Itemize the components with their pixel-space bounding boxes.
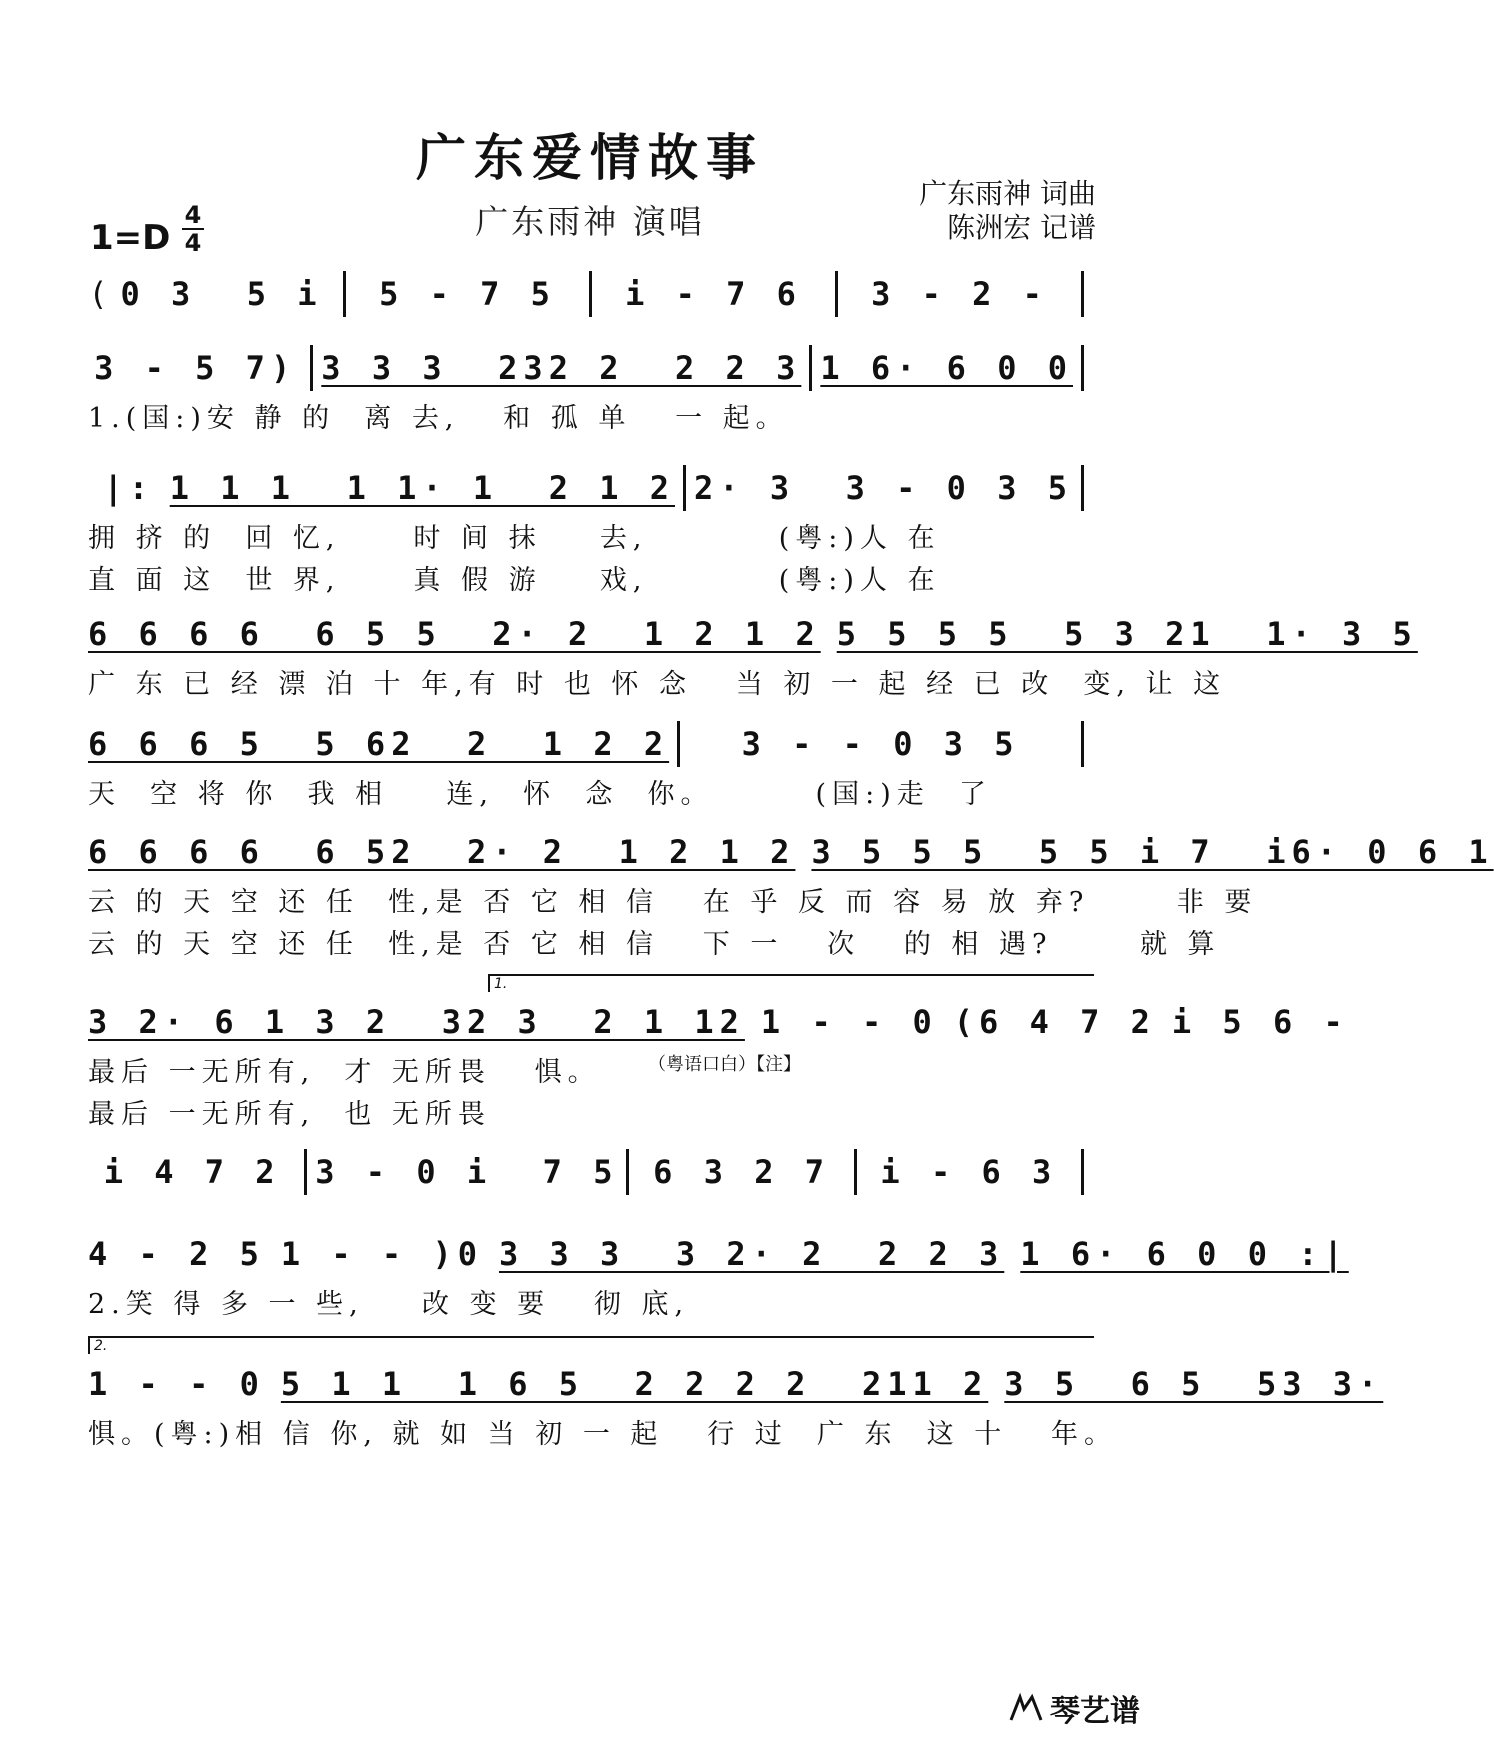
notes-row <box>88 272 1092 316</box>
key-signature: 1=D <box>90 218 171 258</box>
score-system-5 <box>88 722 1092 812</box>
score-system-4 <box>88 612 1418 702</box>
note-group: 3 - - 0 3 5 <box>741 725 1020 763</box>
lyric-line: 云 的 天 空 还 任 性,是 否 它 相 信 下 一 次 的 相 遇? 就 算 <box>88 929 1221 960</box>
score-system-8 <box>88 1150 1092 1194</box>
note-group: (6 4 7 2 <box>953 1003 1156 1041</box>
note-group: i 5 6 - <box>1171 1003 1349 1041</box>
note-group: 3 5 5 5 5 5 i 7 i6· 0 6 1 <box>811 833 1494 871</box>
lyric-line: 直 面 这 世 界, 真 假 游 戏, (粤:)人 在 <box>88 565 941 596</box>
barline <box>589 271 592 317</box>
barline <box>304 1149 307 1195</box>
time-signature <box>182 203 204 255</box>
lyric-line: 2.笑 得 多 一 些, 改 变 要 彻 底, <box>88 1289 690 1320</box>
note-group: |: <box>103 469 155 507</box>
barline <box>683 465 686 511</box>
notes-row <box>88 1362 1384 1406</box>
time-signature-bottom: 4 <box>184 229 202 257</box>
note-group: 0 3 5 i <box>120 275 323 313</box>
score-system-1 <box>88 272 1092 316</box>
note-group: 6 6 6 6 6 52 2· 2 1 2 1 2 <box>88 833 796 871</box>
score-system-10 <box>88 1338 1384 1452</box>
note-group: 3 - 5 7) <box>94 349 297 387</box>
credit-composer: 广东雨神 词曲 <box>919 177 1096 210</box>
barline <box>1081 465 1084 511</box>
barline <box>626 1149 629 1195</box>
note-group: 1 - - 0 <box>88 1365 265 1403</box>
note-group: 1 6· 6 0 0 <box>820 349 1073 387</box>
barline <box>310 345 313 391</box>
note-group: 1 - - 0 <box>760 1003 938 1041</box>
barline <box>343 271 346 317</box>
lyric-line: 最后 一无所有, 也 无所畏 <box>88 1099 491 1130</box>
notes-row <box>88 830 1494 874</box>
note-group: 5 1 1 1 6 5 2 2 2 2 211 2 <box>280 1365 989 1403</box>
singer-line: 广东雨神 演唱 <box>475 202 705 241</box>
note-group: 3 5 6 5 53 3· <box>1004 1365 1384 1403</box>
lyric-line: 1.(国:)安 静 的 离 去, 和 孤 单 一 起。 <box>88 403 789 434</box>
note-group: i - 6 3 <box>880 1153 1058 1191</box>
site-logo <box>1008 1686 1140 1730</box>
note-group: 1 6· 6 0 0 :| <box>1020 1235 1349 1273</box>
note-group: 1 1 1 1 1· 1 2 1 2 <box>169 469 676 507</box>
lyric-line: 惧。(粤:)相 信 你, 就 如 当 初 一 起 行 过 广 东 这 十 年。 <box>88 1419 1117 1450</box>
barline <box>677 721 680 767</box>
notes-row <box>88 1000 1349 1044</box>
note-group: i - 7 6 <box>625 275 802 313</box>
score-system-3 <box>88 466 1092 598</box>
intro-paren: ( <box>88 275 108 313</box>
lyric-line: 拥 挤 的 回 忆, 时 间 抹 去, (粤:)人 在 <box>88 523 941 554</box>
score-system-7 <box>88 976 1349 1132</box>
note-group: 3 3 3 232 2 2 2 3 <box>321 349 802 387</box>
note-group: 3 - 0 i 7 5 <box>315 1153 619 1191</box>
score-system-2 <box>88 346 1092 436</box>
notes-row <box>88 1232 1349 1276</box>
logo-text: 琴艺谱 <box>1050 1694 1140 1729</box>
logo-icon <box>1008 1693 1044 1723</box>
notes-row <box>88 722 1092 766</box>
note-group: 5 5 5 5 5 3 21 1· 3 5 <box>836 615 1418 653</box>
barline <box>835 271 838 317</box>
lyric-line: 最后 一无所有, 才 无所畏 惧。 <box>88 1057 601 1088</box>
notes-row <box>88 466 1092 510</box>
volta-bracket: 1. <box>488 974 1094 992</box>
note-group: 2· 3 3 - 0 3 5 <box>694 469 1073 507</box>
barline <box>1081 1149 1084 1195</box>
lyric-line: 云 的 天 空 还 任 性,是 否 它 相 信 在 乎 反 而 容 易 放 弃? 非 要 <box>88 887 1258 918</box>
spoken-note: （粤语口白）【注】 <box>648 1054 801 1075</box>
barline <box>1081 721 1084 767</box>
song-title: 广东爱情故事 <box>416 128 764 187</box>
note-group: 5 - 7 5 <box>379 275 556 313</box>
credit-transcriber: 陈洲宏 记谱 <box>947 211 1096 244</box>
barline <box>854 1149 857 1195</box>
note-group: 3 2· 6 1 3 2 32 3 2 1 12 <box>88 1003 745 1041</box>
time-signature-top: 4 <box>184 201 202 229</box>
note-group: 6 3 2 7 <box>653 1153 831 1191</box>
notes-row <box>88 346 1092 390</box>
score-system-6 <box>88 830 1494 962</box>
barline <box>1081 271 1084 317</box>
score-system-9 <box>88 1232 1349 1322</box>
notes-row <box>88 1150 1092 1194</box>
note-group: 6 6 6 6 6 5 5 2· 2 1 2 1 2 <box>88 615 821 653</box>
barline <box>1081 345 1084 391</box>
note-group: i 4 7 2 <box>103 1153 281 1191</box>
lyric-line: 天 空 将 你 我 相 连, 怀 念 你。 (国:)走 了 <box>88 779 992 810</box>
note-group: 3 3 3 3 2· 2 2 2 3 <box>498 1235 1005 1273</box>
lyric-line: 广 东 已 经 漂 泊 十 年,有 时 也 怀 念 当 初 一 起 经 已 改 变, 让 这 <box>88 669 1227 700</box>
note-group: 4 - 2 5 <box>88 1235 265 1273</box>
notes-row <box>88 612 1418 656</box>
note-group: 3 - 2 - <box>871 275 1048 313</box>
barline <box>809 345 812 391</box>
note-group: 6 6 6 5 5 62 2 1 2 2 <box>88 725 670 763</box>
note-group: 1 - - )0 <box>280 1235 483 1273</box>
volta-bracket: 2. <box>88 1336 1094 1354</box>
